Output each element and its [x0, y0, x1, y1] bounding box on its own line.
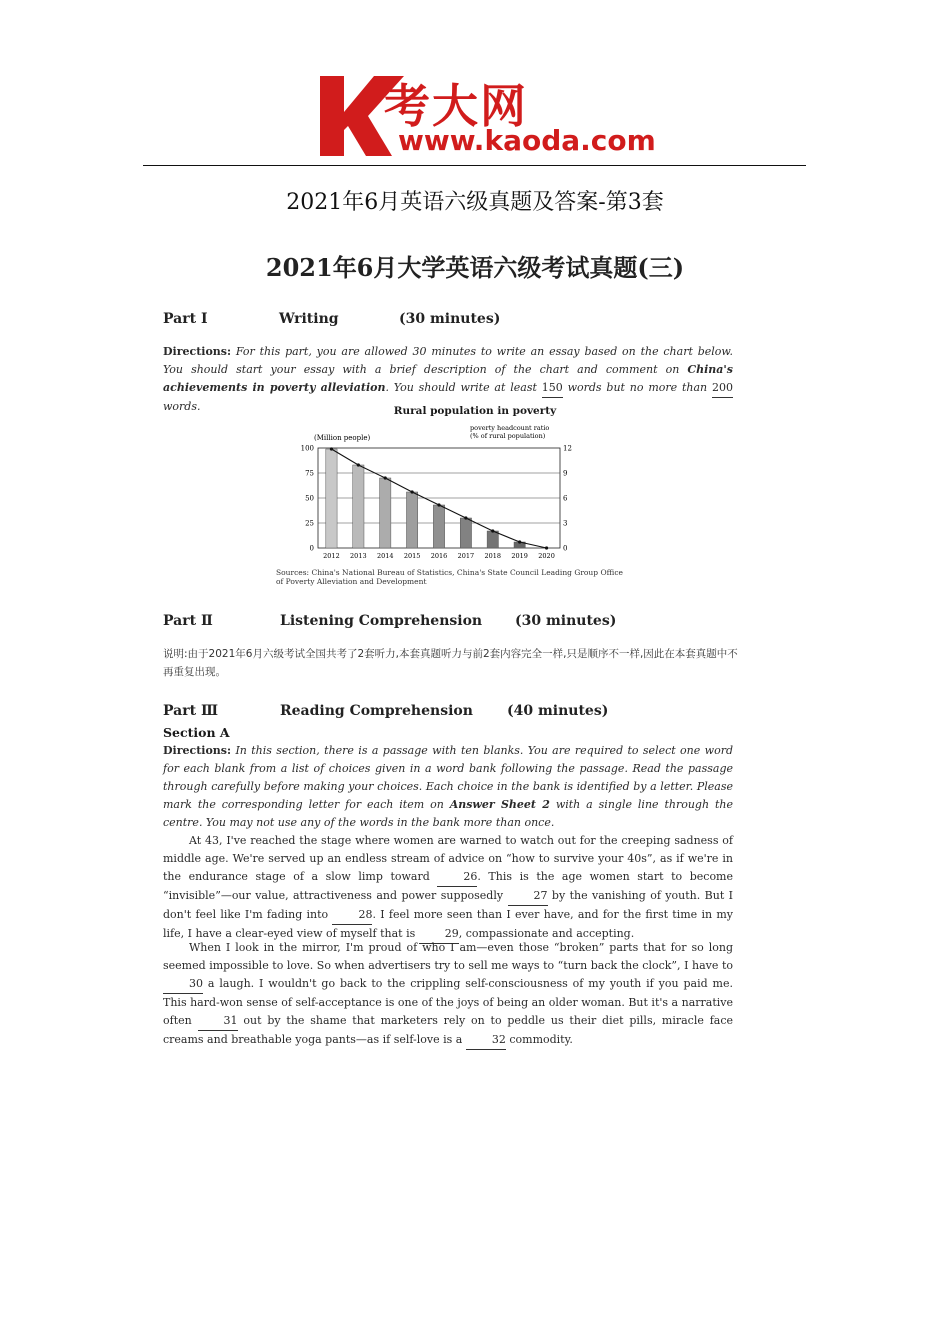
left-tick-label: 50: [305, 494, 314, 503]
x-tick-label: 2020: [538, 552, 555, 560]
directions-text: words but no more than: [562, 381, 712, 394]
trend-point: [545, 546, 548, 549]
passage-paragraph-2: [163, 939, 733, 1050]
right-tick-label: 0: [563, 544, 568, 553]
trend-point: [437, 503, 440, 506]
part3-directions: [163, 742, 733, 832]
passage-text: , compassionate and accepting.: [458, 927, 635, 940]
logo-url-text: www.kaoda.com: [398, 124, 656, 157]
header-divider: [143, 165, 806, 166]
max-words: 200: [712, 379, 733, 398]
trend-point: [518, 540, 521, 543]
trend-point: [464, 516, 467, 519]
part1-label: Part Ⅰ: [163, 311, 208, 327]
part3-time: (40 minutes): [507, 703, 609, 719]
blank-29[interactable]: 29: [419, 925, 459, 944]
x-tick-label: 2018: [484, 552, 502, 560]
part3-name: Reading Comprehension: [280, 703, 473, 719]
chart-bar: [487, 531, 498, 548]
directions-text: In this section, there is a passage with ten blanks. You are required to select one word for each blank from a list of choices given in a word bank following the passage. Read the passage through carefully before making your choices. Each choice in the bank is identified by a letter. Please mark the corresponding letter for each item on: [163, 744, 733, 811]
left-axis-label: (Million people): [314, 434, 371, 442]
answer-sheet-ref: Answer Sheet 2: [449, 798, 550, 811]
passage-text: a laugh. I wouldn't go back to the crippling self-consciousness of my youth if you paid me. This hard-won sense of self-acceptance is one of the joys of being an older woman. But it's a narrative often: [163, 977, 733, 1027]
chart-bar: [433, 505, 444, 548]
blank-26[interactable]: 26: [437, 868, 477, 887]
chart-bar: [406, 492, 417, 548]
part3-label: Part Ⅲ: [163, 703, 218, 719]
trend-point: [491, 529, 494, 532]
passage-text: by the vanishing of youth. But I don't feel like I'm fading into: [163, 889, 733, 921]
chart-source: Sources: China's National Bureau of Statistics, China's State Council Leading Group Office of Poverty Alleviation and Development: [276, 568, 623, 586]
section-a-heading: Section A: [163, 725, 230, 740]
x-tick-label: 2019: [511, 552, 528, 560]
chart-bar: [326, 449, 337, 548]
trend-point: [411, 490, 414, 493]
chart-bar: [353, 465, 364, 548]
part2-name: Listening Comprehension: [280, 613, 483, 629]
passage-text: . I feel more seen than I ever have, and for the first time in my life, I have a clear-eyed view of myself that is: [163, 908, 733, 940]
document-title: 2021年6月英语六级真题及答案-第3套: [286, 190, 664, 215]
passage-text: out by the shame that marketers rely on to peddle us their diet pills, miracle face creams and breathable yoga pants—as if self-love is a: [163, 1014, 733, 1046]
logo-cn-text: 考大网: [384, 79, 528, 133]
x-tick-label: 2015: [403, 552, 421, 560]
x-tick-label: 2016: [430, 552, 448, 560]
passage-text: When I look in the mirror, I'm proud of who I am—even those “broken” parts that for so long seemed impossible to love. So when advertisers try to sell me ways to “turn back the clock”, I have to: [163, 941, 733, 972]
x-tick-label: 2013: [350, 552, 367, 560]
kaoda-logo: [318, 70, 656, 162]
passage-text: . This is the age women start to become “invisible”—our value, attractiveness and power supposedly: [163, 870, 734, 902]
x-tick-label: 2014: [376, 552, 394, 560]
directions-text: For this part, you are allowed 30 minutes to write an essay based on the chart below. You should start your essay with a brief description of the chart and comment on: [163, 345, 733, 376]
trend-point: [357, 463, 360, 466]
blank-30[interactable]: 30: [163, 975, 203, 994]
chart-title: Rural population in poverty: [393, 405, 557, 417]
poverty-chart: [276, 420, 606, 560]
directions-lead: Directions:: [163, 744, 232, 757]
directions-text: with a single line through the centre. You may not use any of the words in the bank more than once.: [163, 798, 733, 829]
x-tick-label: 2017: [457, 552, 475, 560]
left-tick-label: 100: [300, 444, 314, 453]
right-axis-label-2: (% of rural population): [470, 432, 546, 440]
part2-time: (30 minutes): [515, 613, 617, 629]
blank-27[interactable]: 27: [508, 887, 548, 906]
right-tick-label: 3: [563, 519, 568, 528]
part2-label: Part Ⅱ: [163, 613, 213, 629]
trend-point: [330, 447, 333, 450]
blank-31[interactable]: 31: [198, 1012, 238, 1031]
left-tick-label: 0: [309, 544, 314, 553]
left-tick-label: 75: [305, 469, 314, 478]
right-tick-label: 12: [563, 444, 572, 453]
passage-text: commodity.: [505, 1033, 573, 1046]
chart-bar: [460, 518, 471, 548]
right-axis-label-1: poverty headcount ratio: [470, 424, 550, 432]
directions-text: words.: [163, 400, 201, 413]
right-tick-label: 6: [563, 494, 568, 503]
passage-paragraph-1: [163, 832, 733, 944]
part1-name: Writing: [279, 311, 339, 327]
min-words: 150: [542, 379, 563, 398]
trend-point: [384, 476, 387, 479]
right-tick-label: 9: [563, 469, 568, 478]
left-tick-label: 25: [305, 519, 314, 528]
x-tick-label: 2012: [323, 552, 340, 560]
passage-text: At 43, I've reached the stage where women are warned to watch out for the creeping sadness of middle age. We're served up an endless stream of advice on “how to survive your 40s”, as if we're in the endurance stage of a slow limp toward: [163, 834, 733, 883]
directions-topic: China's achievements in poverty alleviation: [163, 363, 733, 394]
exam-title: 2021年6月大学英语六级考试真题(三): [265, 253, 685, 282]
part1-time: (30 minutes): [399, 311, 501, 327]
blank-32[interactable]: 32: [466, 1031, 506, 1050]
chart-bar: [380, 478, 391, 548]
directions-lead: Directions:: [163, 345, 232, 358]
part2-note: 说明:由于2021年6月六级考试全国共考了2套听力,本套真题听力与前2套内容完全一样,只是顺序不一样,因此在本套真题中不再重复出现。: [163, 648, 738, 678]
directions-text: . You should write at least: [385, 381, 542, 394]
blank-28[interactable]: 28: [332, 906, 372, 925]
